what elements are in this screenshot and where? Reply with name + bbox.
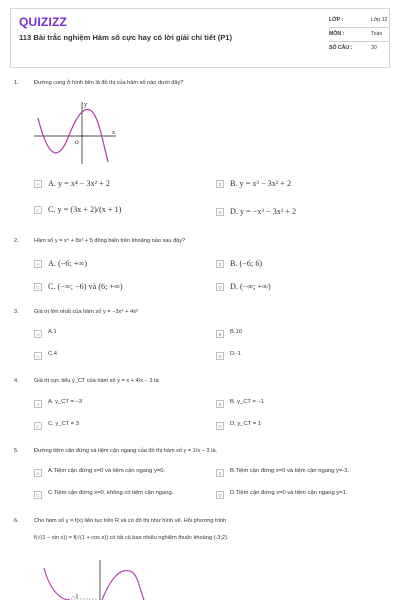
option-letter: B	[216, 330, 224, 338]
meta-label: MÔN :	[329, 31, 345, 37]
divider	[329, 27, 389, 28]
quiz-header	[10, 8, 390, 68]
question-number: 6.	[14, 518, 19, 524]
option-text: A. y_CT = −3	[48, 399, 83, 405]
meta-value: 30	[371, 45, 377, 51]
option-letter: C	[34, 491, 42, 499]
divider	[329, 41, 389, 42]
function-curve	[102, 571, 144, 600]
option-letter: C	[34, 283, 42, 291]
question-text: Giá trị lớn nhất của hàm số y = −3x⁴ + 4x³	[34, 309, 138, 315]
question-number: 1.	[14, 80, 19, 86]
question-6-graph	[40, 560, 150, 600]
option-letter: C	[34, 206, 42, 214]
option-text: C. (−∞; −6) và (6; +∞)	[48, 282, 123, 291]
question-number: 4.	[14, 378, 19, 384]
option-text: D. (−∞; +∞)	[230, 282, 271, 291]
question-text: Đường tiệm cận đứng và tiệm cận ngang của đồ thị hàm số y = 1/x − 3 là.	[34, 448, 218, 454]
meta-value: Lớp 12	[371, 17, 388, 23]
meta-value: Toán	[371, 31, 383, 37]
meta-label: LỚP :	[329, 17, 344, 23]
option-text: D.Tiệm cận đứng x=0 và tiệm cận ngang y=1.	[230, 490, 348, 496]
option-letter: D	[216, 283, 224, 291]
option-letter: A	[34, 260, 42, 268]
question-text: f(√(1 − sin x)) = f(√(1 + cos x)) có tất cả bao nhiêu nghiệm thuộc khoảng (-3;2).	[34, 535, 229, 541]
option-letter: D	[216, 422, 224, 430]
option-letter: C	[34, 422, 42, 430]
question-number: 2.	[14, 238, 19, 244]
page-title: 113 Bài trắc nghiệm Hàm số cực hay có lời giải chi tiết (P1)	[19, 33, 233, 42]
option-text: B. y = x³ − 3x² + 2	[230, 179, 292, 188]
quizizz-logo: QUIZIZZ	[19, 15, 68, 29]
option-text: C. y_CT = 3	[48, 421, 79, 427]
question-text: Hàm số y = x⁴ + 8x² + 5 đồng biến trên khoảng nào sau đây?	[34, 238, 186, 244]
option-text: D. y_CT = 1	[230, 421, 261, 427]
tick-label: −1	[72, 594, 79, 600]
option-text: B.Tiệm cận đứng x=0 và tiệm cận ngang y=-3.	[230, 468, 350, 474]
option-text: D. y = −x³ − 3x² + 2	[230, 207, 297, 216]
question-1-graph	[30, 98, 120, 168]
question-number: 5.	[14, 448, 19, 454]
option-text: B. y_CT = −1	[230, 399, 265, 405]
option-text: C.Tiệm cận đứng x=0, không có tiệm cận ngang.	[48, 490, 174, 496]
option-letter: C	[34, 352, 42, 360]
question-text: Cho hàm số y = f(x) liên tục trên R và có đồ thị như hình vẽ. Hỏi phương trình	[34, 518, 227, 524]
option-text: A.1	[48, 329, 57, 335]
option-letter: A	[34, 400, 42, 408]
option-letter: A	[34, 469, 42, 477]
option-text: B.10	[230, 329, 242, 335]
option-letter: A	[34, 180, 42, 188]
option-text: C.4	[48, 351, 58, 357]
option-letter: B	[216, 469, 224, 477]
option-letter: D	[216, 208, 224, 216]
option-letter: A	[34, 330, 42, 338]
question-text: Đường cong ở hình bên là đồ thị của hàm số nào dưới đây?	[34, 80, 184, 86]
option-letter: D	[216, 491, 224, 499]
option-text: A. y = x⁴ − 3x² + 2	[48, 179, 110, 188]
option-letter: D	[216, 352, 224, 360]
axis-label-x: x	[112, 130, 115, 136]
function-curve	[44, 568, 70, 600]
origin-label: O	[75, 141, 79, 146]
option-text: A.Tiệm cận đứng x=0 và tiệm cận ngang y=0.	[48, 468, 166, 474]
meta-label: SỐ CÂU :	[329, 45, 353, 51]
option-letter: B	[216, 260, 224, 268]
axis-label-y: y	[84, 102, 87, 108]
option-text: D.-1	[230, 351, 241, 357]
option-text: C. y = (3x + 2)/(x + 1)	[48, 205, 122, 214]
question-text: Giá trị cực tiểu y_CT của hàm số y = x + 4/x − 3 là:	[34, 378, 160, 384]
question-number: 3.	[14, 309, 19, 315]
option-letter: B	[216, 180, 224, 188]
option-letter: B	[216, 400, 224, 408]
option-text: A. (−6; +∞)	[48, 259, 87, 268]
option-text: B. (−6; 6)	[230, 259, 263, 268]
